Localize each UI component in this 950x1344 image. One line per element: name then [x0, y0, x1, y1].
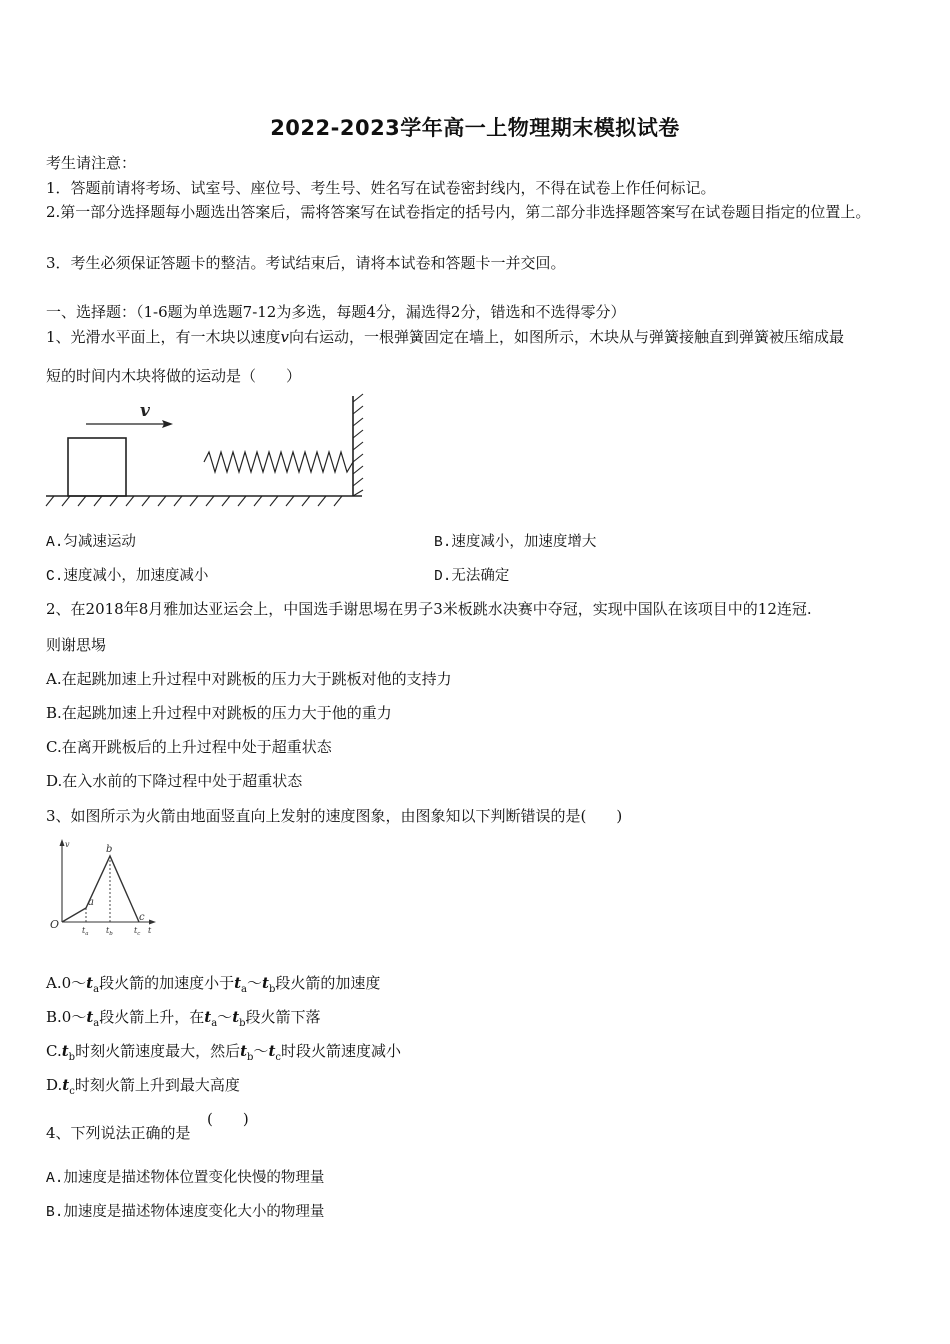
q3a-sub1: a	[93, 984, 100, 995]
q3b-sub3: b	[239, 1018, 246, 1029]
q2-option-a: A.在起跳加速上升过程中对跳板的压力大于跳板对他的支持力	[46, 670, 452, 688]
q3b-text2: 段火箭上升，在	[99, 1008, 205, 1026]
q3b-var1: t	[86, 1008, 94, 1026]
q3-option-a	[46, 972, 380, 995]
q3a-var2: t	[234, 974, 242, 992]
q3c-text1: C.	[46, 1042, 62, 1060]
spring	[204, 452, 353, 472]
notice-2: 2.第一部分选择题每小题选出答案后，需将答案写在试卷指定的括号内，第二部分非选择题答案写在试卷题目指定的位置上。	[46, 203, 871, 221]
q2-option-b: B.在起跳加速上升过程中对跳板的压力大于他的重力	[46, 704, 392, 722]
q3d-var1: t	[62, 1076, 70, 1094]
q2-option-d: D.在入水前的下降过程中处于超重状态	[46, 772, 303, 790]
q3c-sub3: c	[275, 1052, 281, 1063]
point-a-label: a	[88, 897, 94, 908]
tick-tc	[134, 926, 140, 937]
q2-stem-line2: 则谢思埸	[46, 636, 107, 654]
page-title: 2022-2023学年高一上物理期末模拟试卷	[270, 116, 680, 140]
q3a-var3: t	[262, 974, 269, 992]
q3-option-b	[46, 1006, 321, 1029]
q2-stem-line1: 2、在2018年8月雅加达亚运会上，中国选手谢思埸在男子3米板跳水决赛中夺冠，实现中国队在该项目中的12连冠.	[46, 600, 812, 618]
tick-ta-sub: a	[85, 931, 89, 937]
q1-stem-a: 1、光滑水平面上，有一木块以速度	[46, 328, 281, 346]
q4-stem: 4、下列说法正确的是	[46, 1124, 191, 1142]
q3a-sub2: a	[241, 984, 247, 995]
q3b-text1: B.0～	[46, 1008, 87, 1026]
q3-velocity-time-graph	[44, 836, 164, 941]
velocity-curve	[62, 856, 139, 922]
q3b-sub2: a	[211, 1018, 218, 1029]
q1-option-a: A.匀减速运动	[46, 535, 136, 551]
q3-option-c	[46, 1040, 401, 1063]
q3b-var3: t	[232, 1008, 240, 1026]
q3a-text2: 段火箭的加速度小于	[99, 974, 235, 992]
t-axis-label: t	[148, 926, 152, 935]
q3a-text3: ～	[246, 974, 262, 992]
q3c-var2: t	[240, 1042, 248, 1060]
q3a-var1: t	[86, 974, 94, 992]
tick-tc-sub: c	[137, 931, 141, 937]
q1-spring-figure	[40, 388, 380, 513]
q3c-var1: t	[61, 1042, 69, 1060]
q4-answer-paren: ( )	[207, 1110, 249, 1128]
v-axis-arrowhead	[60, 839, 65, 846]
q3c-text3: ～	[253, 1042, 269, 1060]
q1-stem-b: 向右运动，一根弹簧固定在墙上，如图所示，木块从与弹簧接触直到弹簧被压缩成最	[289, 328, 845, 346]
q3b-sub1: a	[93, 1018, 100, 1029]
tick-tb-sub: b	[109, 931, 113, 937]
wall-hatching	[353, 394, 363, 496]
q4-option-a: A.加速度是描述物体位置变化快慢的物理量	[46, 1171, 325, 1187]
tick-ta-t: t	[82, 926, 86, 935]
q3a-text4: 段火箭的加速度	[275, 974, 381, 992]
q3c-var3: t	[268, 1042, 276, 1060]
t-axis-arrowhead	[149, 920, 156, 925]
q3c-sub2: b	[247, 1052, 254, 1063]
tick-ta	[82, 926, 89, 937]
q3c-text2: 时刻火箭速度最大，然后	[75, 1042, 241, 1060]
q3b-var2: t	[204, 1008, 212, 1026]
q1-stem-line2: 短的时间内木块将做的运动是（ ）	[46, 367, 302, 385]
q3b-text4: 段火箭下落	[245, 1008, 321, 1026]
q4-option-b: B.加速度是描述物体速度变化大小的物理量	[46, 1205, 325, 1221]
section-header: 一、选择题：（1-6题为单选题7-12为多选，每题4分，漏选得2分，错选和不选得零分）	[46, 303, 626, 321]
q3d-text2: 时刻火箭上升到最大高度	[74, 1076, 240, 1094]
tick-tb-t: t	[106, 926, 110, 935]
q1-option-b: B.速度减小，加速度增大	[434, 535, 597, 551]
q3-stem: 3、如图所示为火箭由地面竖直向上发射的速度图象，由图象知以下判断错误的是( )	[46, 807, 623, 825]
velocity-label: v	[140, 401, 150, 421]
q3a-text1: A.0～	[46, 974, 87, 992]
notice-header: 考生请注意：	[46, 154, 137, 172]
q3b-text3: ～	[217, 1008, 233, 1026]
q1-stem-line1	[46, 326, 844, 347]
tick-tc-t: t	[134, 926, 138, 935]
q3d-sub1: c	[69, 1086, 75, 1097]
notice-3: 3．考生必须保证答题卡的整洁。考试结束后，请将本试卷和答题卡一并交回。	[46, 254, 566, 272]
q3c-sub1: b	[68, 1052, 76, 1063]
q1-option-c: C.速度减小，加速度减小	[46, 569, 209, 585]
q1-option-d: D.无法确定	[434, 569, 510, 585]
wooden-block	[68, 438, 126, 496]
q2-option-c: C.在离开跳板后的上升过程中处于超重状态	[46, 738, 332, 756]
q1-var-v: v	[280, 328, 290, 346]
q3-option-d	[46, 1074, 240, 1097]
q3c-text4: 时段火箭速度减小	[280, 1042, 401, 1060]
origin-label: O	[50, 918, 60, 931]
tick-tb	[106, 926, 113, 937]
ground-hatching	[46, 496, 342, 506]
q3d-text1: D.	[46, 1076, 63, 1094]
q3a-sub3: b	[268, 984, 276, 995]
notice-1: 1．答题前请将考场、试室号、座位号、考生号、姓名写在试卷密封线内，不得在试卷上作任何标记。	[46, 179, 716, 197]
point-b-label: b	[106, 844, 113, 855]
point-c-label: c	[139, 912, 145, 923]
v-axis-label: v	[65, 840, 70, 849]
